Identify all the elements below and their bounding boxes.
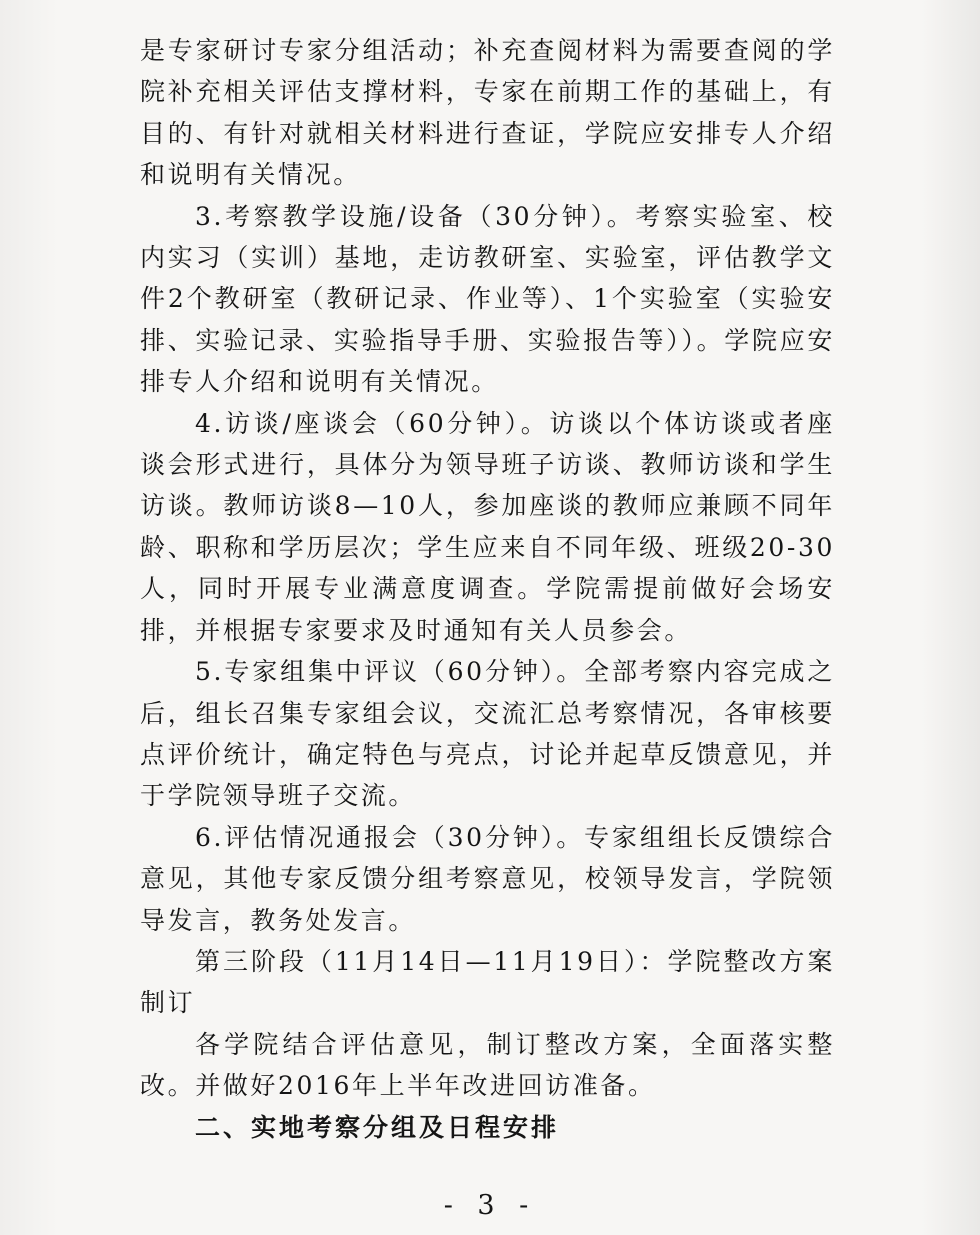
paragraph-item-3: 3.考察教学设施/设备（30分钟）。考察实验室、校内实习（实训）基地，走访教研室、实验室，评估教学文件2个教研室（教研记录、作业等）、1个实验室（实验安排、实验记录、实验指导手册、实验报告等））。学院应安排专人介绍和说明有关情况。 bbox=[140, 201, 835, 397]
paragraph-item-6: 6.评估情况通报会（30分钟）。专家组组长反馈综合意见，其他专家反馈分组考察意见，校领导发言，学院领导发言，教务处发言。 bbox=[140, 822, 835, 935]
paragraph-continuation: 是专家研讨专家分组活动；补充查阅材料为需要查阅的学院补充相关评估支撑材料，专家在前期工作的基础上，有目的、有针对就相关材料进行查证，学院应安排专人介绍和说明有关情况。 bbox=[140, 36, 835, 190]
paragraph-item-5: 5.专家组集中评议（60分钟）。全部考察内容完成之后，组长召集专家组会议，交流汇总考察情况，各审核要点评价统计，确定特色与亮点，讨论并起草反馈意见，并于学院领导班子交流。 bbox=[140, 657, 835, 811]
paragraph-rectification: 各学院结合评估意见，制订整改方案，全面落实整改。并做好2016年上半年改进回访准备。 bbox=[140, 1029, 835, 1101]
document-body bbox=[140, 30, 835, 1148]
page-number: - 3 - bbox=[443, 1190, 537, 1221]
paragraph-stage-three: 第三阶段（11月14日—11月19日）：学院整改方案制订 bbox=[140, 946, 835, 1018]
section-heading: 二、实地考察分组及日程安排 bbox=[195, 1112, 560, 1142]
paragraph-item-4: 4.访谈/座谈会（60分钟）。访谈以个体访谈或者座谈会形式进行，具体分为领导班子访谈、教师访谈和学生访谈。教师访谈8—10人，参加座谈的教师应兼顾不同年龄、职称和学历层次；学生应来自不同年级、班级20-30人，同时开展专业满意度调查。学院需提前做好会场安排，并根据专家要求及时通知有关人员参会。 bbox=[140, 408, 835, 645]
